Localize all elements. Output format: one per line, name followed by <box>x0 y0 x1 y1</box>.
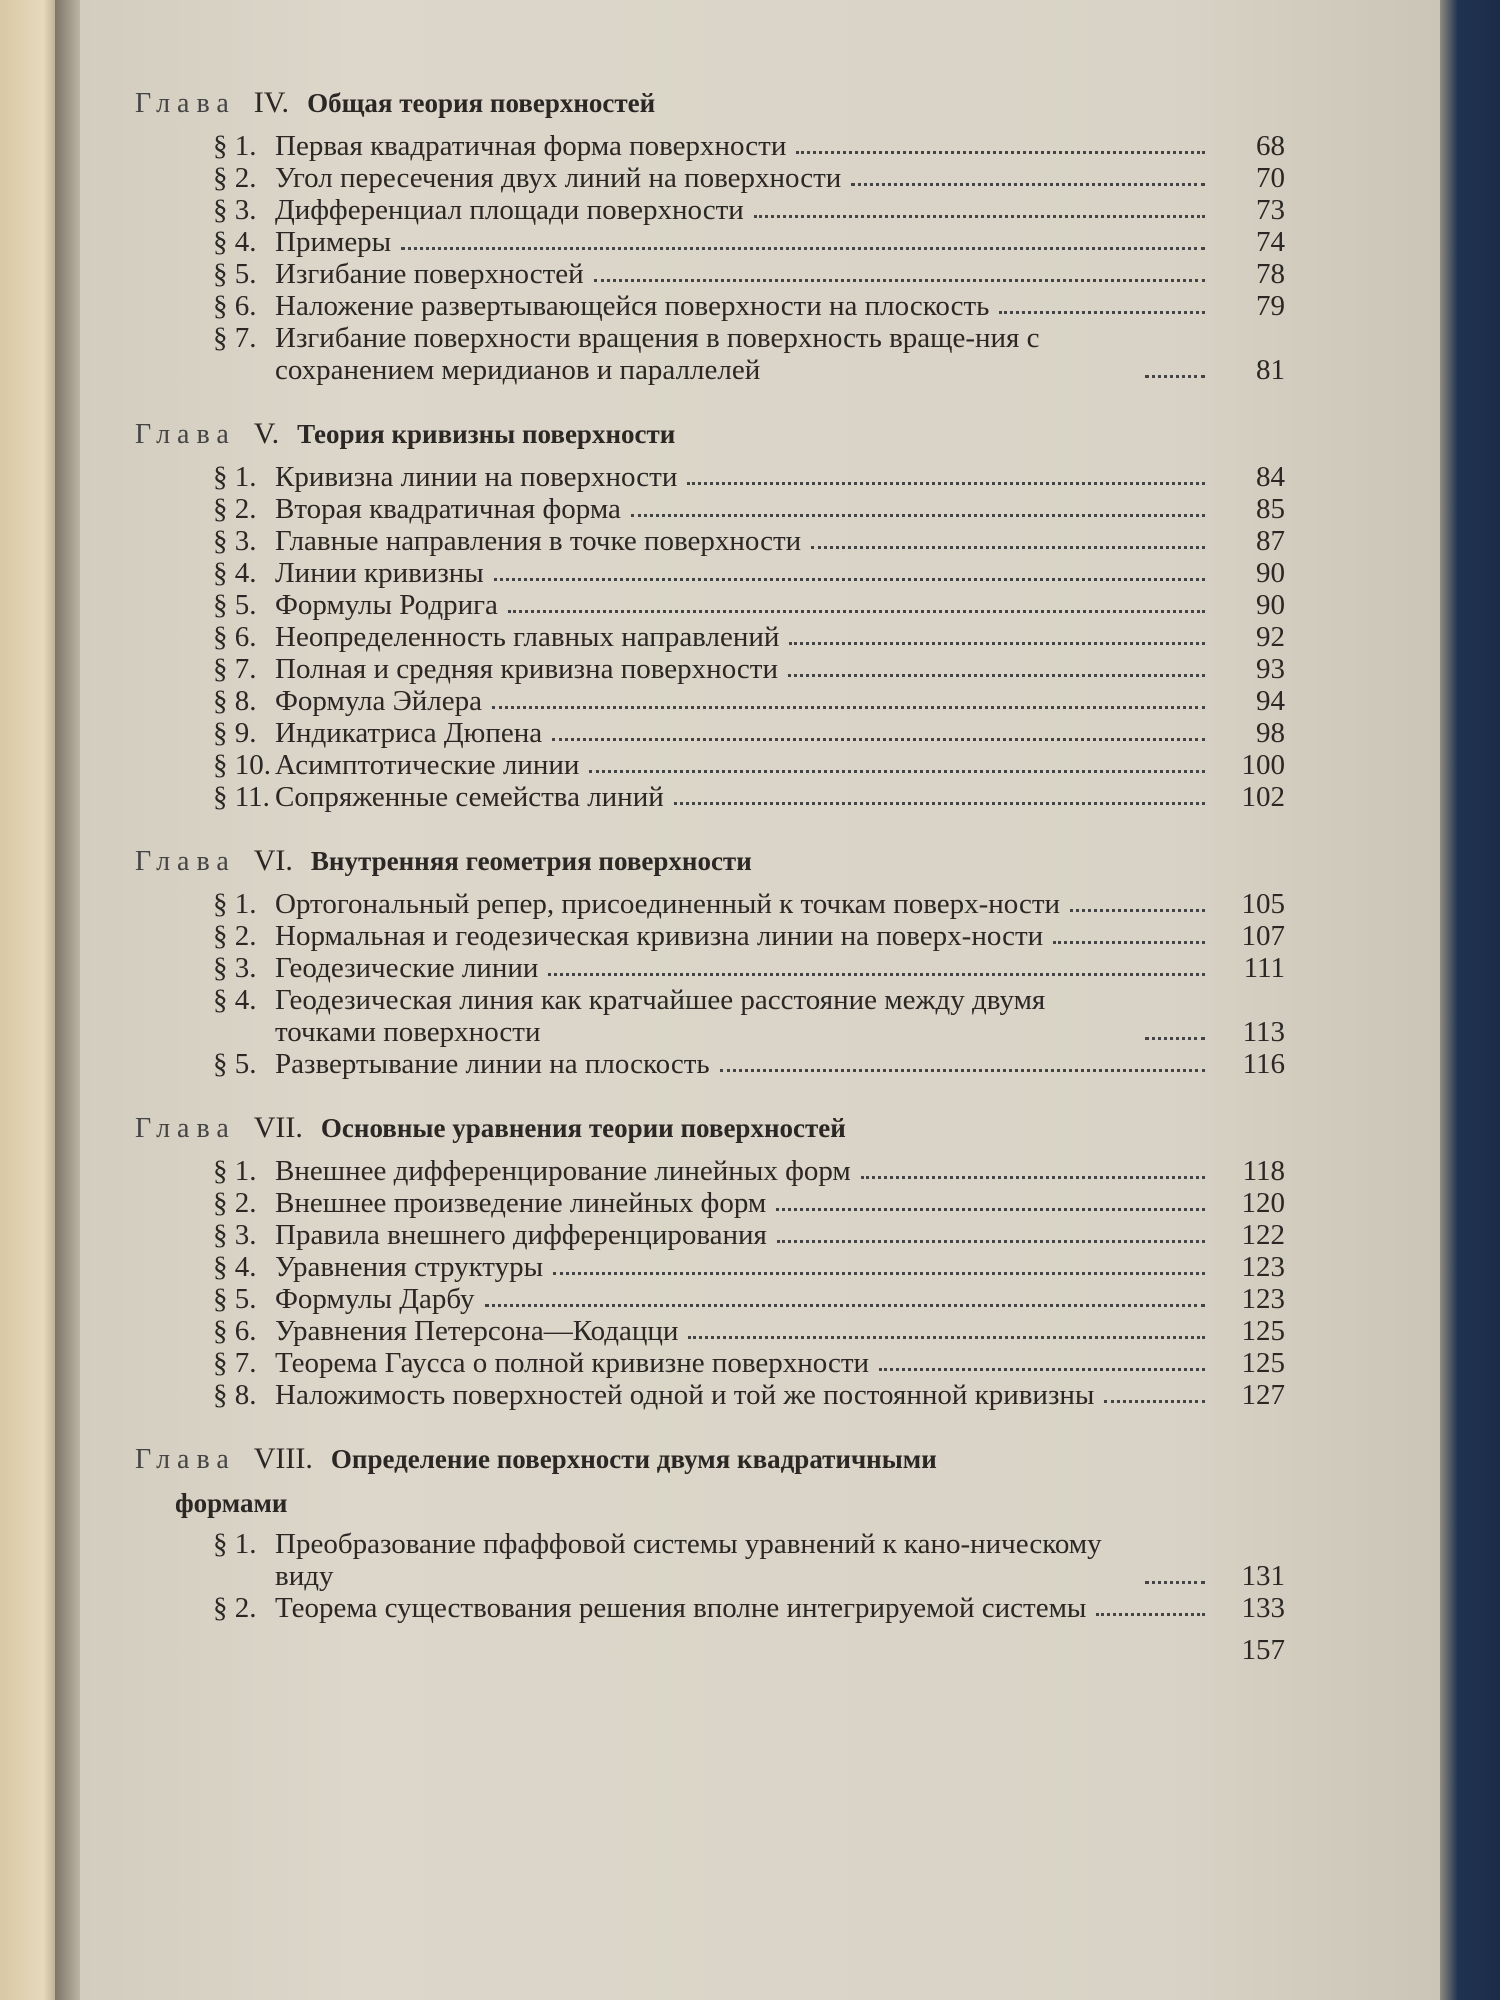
section-number: § 6. <box>213 290 257 322</box>
page-number: 125 <box>1241 1347 1285 1379</box>
page-number: 90 <box>1256 557 1285 589</box>
chapter-label: Глава <box>135 88 236 119</box>
toc-entry[interactable] <box>213 1048 1285 1080</box>
toc-entry[interactable] <box>213 461 1285 493</box>
chapter-label: Глава <box>135 846 236 877</box>
page-number: 68 <box>1256 130 1285 162</box>
chapter-number: VI. <box>253 844 293 877</box>
page-number: 81 <box>1256 354 1285 386</box>
toc-entry[interactable] <box>213 1592 1285 1624</box>
table-of-contents <box>135 85 1285 1696</box>
chapter-number: VII. <box>253 1111 303 1144</box>
page-number: 94 <box>1256 685 1285 717</box>
chapter-label: Глава <box>135 419 236 450</box>
section-title: Ортогональный репер, присоединенный к точкам поверх-ности <box>275 888 1061 920</box>
chapter-heading <box>135 1441 1285 1478</box>
dot-leader <box>594 279 1205 282</box>
page-number: 79 <box>1256 290 1285 322</box>
section-number: § 5. <box>213 1048 257 1080</box>
section-number: § 2. <box>213 920 257 952</box>
dot-leader <box>552 738 1205 741</box>
section-number: § 1. <box>213 888 257 920</box>
section-title: Внешнее дифференцирование линейных форм <box>275 1155 851 1187</box>
page-number: 123 <box>1241 1283 1285 1315</box>
section-title: Вторая квадратичная форма <box>275 493 621 525</box>
dot-leader <box>485 1304 1205 1307</box>
dot-leader <box>788 674 1205 677</box>
section-number: § 9. <box>213 717 257 749</box>
page-number: 113 <box>1242 1016 1285 1048</box>
chapter-title: Основные уравнения теории поверхностей <box>320 1113 846 1143</box>
section-title: Уравнения структуры <box>275 1251 544 1283</box>
dot-leader <box>999 311 1205 314</box>
dot-leader <box>548 973 1205 976</box>
toc-entry[interactable] <box>213 781 1285 813</box>
section-number: § 1. <box>213 1155 257 1187</box>
page-number: 116 <box>1242 1048 1285 1080</box>
section-number: § 1. <box>213 1528 257 1560</box>
section-number: § 7. <box>213 653 257 685</box>
section-title: Изгибание поверхностей <box>275 258 584 290</box>
page-number: 127 <box>1241 1379 1285 1411</box>
toc-entry[interactable] <box>213 1379 1285 1411</box>
chapter-8 <box>135 1441 1285 1666</box>
dot-leader <box>1104 1400 1205 1403</box>
toc-entry[interactable] <box>213 749 1285 781</box>
chapter-label: Глава <box>135 1113 236 1144</box>
section-number: § 4. <box>213 226 257 258</box>
section-number: § 2. <box>213 493 257 525</box>
chapter-title-continuation: формами <box>175 1488 288 1518</box>
section-number: § 6. <box>213 1315 257 1347</box>
toc-entry[interactable] <box>213 1347 1285 1379</box>
section-title: Формула Эйлера <box>275 685 483 717</box>
dot-leader <box>1145 1581 1205 1584</box>
trailing-entry <box>213 1634 1285 1666</box>
page-number: 87 <box>1256 525 1285 557</box>
page-number: 125 <box>1241 1315 1285 1347</box>
section-title: Первая квадратичная форма поверхности <box>275 130 787 162</box>
section-number: § 7. <box>213 1347 257 1379</box>
page-number: 133 <box>1241 1592 1285 1624</box>
toc-entry[interactable] <box>213 952 1285 984</box>
section-title: Главные направления в точке поверхности <box>275 525 802 557</box>
toc-entry[interactable] <box>213 1315 1285 1347</box>
page-number: 102 <box>1241 781 1285 813</box>
left-page-edge <box>0 0 62 2000</box>
section-number: § 5. <box>213 258 257 290</box>
section-title: Полная и средняя кривизна поверхности <box>275 653 778 685</box>
page-number: 105 <box>1241 888 1285 920</box>
dot-leader <box>401 247 1205 250</box>
toc-entry[interactable] <box>213 653 1285 685</box>
dot-leader <box>1096 1613 1205 1616</box>
page-number: 107 <box>1241 920 1285 952</box>
dot-leader <box>879 1368 1205 1371</box>
dot-leader <box>508 610 1205 613</box>
section-title: Формулы Родрига <box>275 589 498 621</box>
page-number: 90 <box>1256 589 1285 621</box>
toc-entry[interactable] <box>213 1251 1285 1283</box>
page-number: 92 <box>1256 621 1285 653</box>
chapter-4 <box>135 85 1285 386</box>
chapter-7 <box>135 1110 1285 1411</box>
section-title: Формулы Дарбу <box>275 1283 475 1315</box>
section-number: § 11. <box>213 781 270 813</box>
section-title: Индикатриса Дюпена <box>275 717 543 749</box>
section-number: § 3. <box>213 952 257 984</box>
section-number: § 2. <box>213 1592 257 1624</box>
dot-leader <box>754 215 1205 218</box>
page-number: 74 <box>1256 226 1285 258</box>
section-title: Преобразование пфаффовой системы уравнений к кано-ническому виду <box>275 1528 1102 1592</box>
toc-entry[interactable] <box>213 290 1285 322</box>
toc-entry[interactable] <box>213 1219 1285 1251</box>
section-title: Угол пересечения двух линий на поверхности <box>275 162 842 194</box>
page-number: 84 <box>1256 461 1285 493</box>
chapter-heading <box>135 85 1285 122</box>
dot-leader <box>1145 1037 1205 1040</box>
toc-entry[interactable] <box>213 525 1285 557</box>
section-title: Наложение развертывающейся поверхности на плоскость <box>275 290 990 322</box>
toc-entry[interactable] <box>213 717 1285 749</box>
dot-leader <box>1053 941 1205 944</box>
page-number: 85 <box>1256 493 1285 525</box>
dot-leader <box>1145 375 1205 378</box>
dot-leader <box>789 642 1205 645</box>
chapter-6 <box>135 843 1285 1080</box>
dot-leader <box>720 1069 1205 1072</box>
book-cover-edge <box>1440 0 1500 2000</box>
chapter-title: Теория кривизны поверхности <box>297 419 676 449</box>
dot-leader <box>811 546 1205 549</box>
chapter-label: Глава <box>135 1444 236 1475</box>
chapter-title: Общая теория поверхностей <box>307 88 656 118</box>
dot-leader <box>861 1176 1205 1179</box>
chapter-number: V. <box>253 417 280 450</box>
section-title: Внешнее произведение линейных форм <box>275 1187 767 1219</box>
toc-entry[interactable] <box>213 493 1285 525</box>
page-number: 70 <box>1256 162 1285 194</box>
dot-leader <box>776 1208 1205 1211</box>
section-number: § 1. <box>213 461 257 493</box>
section-title: Кривизна линии на поверхности <box>275 461 678 493</box>
section-number: § 6. <box>213 621 257 653</box>
toc-entry[interactable] <box>213 322 1285 386</box>
chapter-heading <box>135 1110 1285 1147</box>
chapter-number: IV. <box>253 86 290 119</box>
page-number: 78 <box>1256 258 1285 290</box>
dot-leader <box>688 1336 1205 1339</box>
section-number: § 5. <box>213 589 257 621</box>
toc-entry[interactable] <box>213 1283 1285 1315</box>
page-number: 123 <box>1241 1251 1285 1283</box>
toc-entry[interactable] <box>213 920 1285 952</box>
section-number: § 10. <box>213 749 271 781</box>
section-number: § 1. <box>213 130 257 162</box>
toc-entry[interactable] <box>213 557 1285 589</box>
section-title: Дифференциал площади поверхности <box>275 194 744 226</box>
section-number: § 3. <box>213 1219 257 1251</box>
toc-entry[interactable] <box>213 1528 1285 1592</box>
section-title: Геодезические линии <box>275 952 539 984</box>
chapter-number: VIII. <box>253 1442 313 1475</box>
section-title: Асимптотические линии <box>275 749 580 781</box>
dot-leader <box>553 1272 1205 1275</box>
page-number: 100 <box>1241 749 1285 781</box>
page-number: 73 <box>1256 194 1285 226</box>
page-number: 118 <box>1242 1155 1285 1187</box>
section-title: Теорема существования решения вполне интегрируемой системы <box>275 1592 1087 1624</box>
section-title: Наложимость поверхностей одной и той же постоянной кривизны <box>275 1379 1095 1411</box>
section-number: § 7. <box>213 322 257 354</box>
section-title: Развертывание линии на плоскость <box>275 1048 710 1080</box>
toc-entry[interactable] <box>213 888 1285 920</box>
page-number-trailing: 157 <box>1241 1634 1285 1666</box>
section-title: Геодезическая линия как кратчайшее расстояние между двумя точками поверхности <box>275 984 1046 1048</box>
toc-entry[interactable] <box>213 1155 1285 1187</box>
dot-leader <box>589 770 1205 773</box>
section-number: § 4. <box>213 1251 257 1283</box>
section-title: Линии кривизны <box>275 557 484 589</box>
section-title: Теорема Гаусса о полной кривизне поверхности <box>275 1347 870 1379</box>
section-number: § 3. <box>213 194 257 226</box>
section-number: § 3. <box>213 525 257 557</box>
toc-entry[interactable] <box>213 130 1285 162</box>
chapter-heading <box>135 843 1285 880</box>
chapter-heading <box>135 416 1285 453</box>
chapter-5 <box>135 416 1285 813</box>
toc-entry[interactable] <box>213 162 1285 194</box>
toc-entry[interactable] <box>213 1187 1285 1219</box>
dot-leader <box>674 802 1205 805</box>
section-title: Примеры <box>275 226 392 258</box>
section-number: § 2. <box>213 1187 257 1219</box>
toc-entry[interactable] <box>213 589 1285 621</box>
page-number: 120 <box>1241 1187 1285 1219</box>
section-title: Неопределенность главных направлений <box>275 621 780 653</box>
section-number: § 4. <box>213 984 257 1016</box>
dot-leader <box>631 514 1205 517</box>
section-number: § 8. <box>213 1379 257 1411</box>
chapter-title: Внутренняя геометрия поверхности <box>310 846 752 876</box>
page-number: 98 <box>1256 717 1285 749</box>
toc-entry[interactable] <box>213 226 1285 258</box>
dot-leader <box>777 1240 1205 1243</box>
toc-entry[interactable] <box>213 685 1285 717</box>
page-number: 122 <box>1241 1219 1285 1251</box>
toc-entry[interactable] <box>213 984 1285 1048</box>
section-title: Изгибание поверхности вращения в поверхность враще-ния с сохранением меридианов и параллелей <box>275 322 1040 386</box>
chapter-title: Определение поверхности двумя квадратичными <box>330 1444 937 1474</box>
dot-leader <box>851 183 1205 186</box>
dot-leader <box>796 151 1205 154</box>
section-number: § 5. <box>213 1283 257 1315</box>
section-number: § 8. <box>213 685 257 717</box>
page-number: 93 <box>1256 653 1285 685</box>
dot-leader <box>492 706 1205 709</box>
section-title: Правила внешнего дифференцирования <box>275 1219 767 1251</box>
dot-leader <box>494 578 1205 581</box>
section-number: § 4. <box>213 557 257 589</box>
section-number: § 2. <box>213 162 257 194</box>
toc-entry[interactable] <box>213 258 1285 290</box>
toc-entry[interactable] <box>213 621 1285 653</box>
section-title: Уравнения Петерсона—Кодацци <box>275 1315 679 1347</box>
page-number: 131 <box>1241 1560 1285 1592</box>
dot-leader <box>687 482 1205 485</box>
section-title: Нормальная и геодезическая кривизна линии на поверх-ности <box>275 920 1044 952</box>
page-number: 111 <box>1243 952 1285 984</box>
dot-leader <box>1070 909 1205 912</box>
toc-entry[interactable] <box>213 194 1285 226</box>
section-title: Сопряженные семейства линий <box>275 781 664 813</box>
